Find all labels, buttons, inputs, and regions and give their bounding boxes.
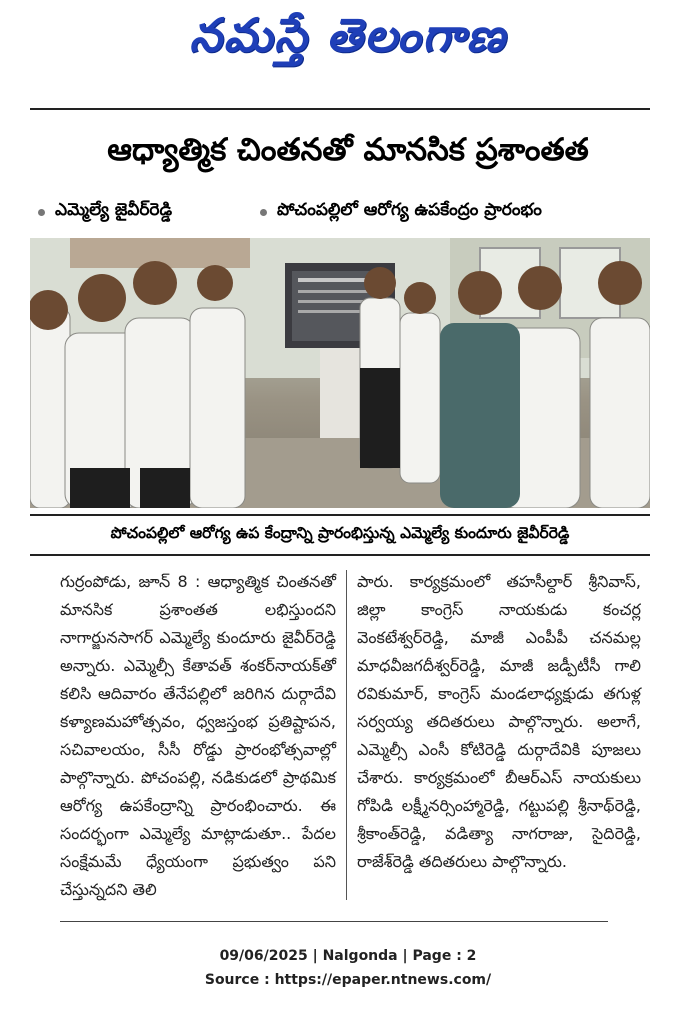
subhead-item — [260, 200, 542, 224]
article-column-left: గుర్రంపోడు, జూన్ 8 : ఆధ్యాత్మిక చింతనతో మానసిక ప్రశాంతత లభిస్తుందని నాగార్జునసాగర్ ఎమ్మెల్యే కుందూరు జైవీర్‌రెడ్డి అన్నారు. ఎమ్మెల్సీ కేతావత్ శంకర్‌నాయక్‌తో కలిసి ఆదివారం తేనేపల్లిలో జరిగిన దుర్గాదేవి కళ్యాణమహోత్సవం, ధ్వజస్తంభ ప్రతిష్టాపన, సచివాలయం, సీసీ రోడ్డు ప్రారంభోత్సవాల్లో పాల్గొన్నారు. పోచంపల్లి, నడికుడలో ప్రాథమిక ఆరోగ్య ఉపకేంద్రాన్ని ప్రారంభించారు. ఈ సందర్భంగా ఎమ్మెల్యే మాట్లాడుతూ.. పేదల సంక్షేమమే ధ్యేయంగా ప్రభుత్వం పని చేస్తున్నదని తెలి — [60, 572, 336, 899]
photo-illustration — [30, 238, 650, 508]
bottom-rule — [60, 921, 608, 922]
article-photo — [30, 238, 650, 508]
bullet-icon — [260, 209, 267, 216]
photo-caption: పోచంపల్లిలో ఆరోగ్య ఉప కేంద్రాన్ని ప్రారంభిస్తున్న ఎమ్మెల్యే కుందూరు జైవీర్‌రెడ్డి — [30, 514, 650, 556]
top-rule — [30, 108, 650, 110]
article-headline: ఆధ్యాత్మిక చింతనతో మానసిక ప్రశాంతత — [107, 132, 589, 168]
article-subheads — [38, 200, 646, 230]
footer-date-line: 09/06/2025 | Nalgonda | Page : 2 — [219, 948, 477, 964]
subhead-text: ఎమ్మెల్యే జైవీర్‌రెడ్డి — [55, 200, 173, 220]
subhead-item — [38, 200, 172, 224]
column-divider — [346, 570, 347, 900]
masthead-title: నమస్తే తెలంగాణ — [189, 8, 507, 62]
subhead-text: పోచంపల్లిలో ఆరోగ్య ఉపకేంద్రం ప్రారంభం — [277, 200, 542, 220]
article-column-right: పారు. కార్యక్రమంలో తహసీల్దార్ శ్రీనివాస్, జిల్లా కాంగ్రెస్ నాయకుడు కంచర్ల వెంకటేశ్వర్‌రెడ్డి, మాజీ ఎంపీపీ చనమల్ల మాధవీజగదీశ్వర్‌రెడ్డి, మాజీ జడ్పీటీసీ గాలి రవికుమార్, కాంగ్రెస్ మండలాధ్యక్షుడు తగుళ్ల సర్వయ్య తదితరులు పాల్గొన్నారు. అలాగే, ఎమ్మెల్సీ ఎంసీ కోటిరెడ్డి దుర్గాదేవికి పూజలు చేశారు. కార్యక్రమంలో బీఆర్‌ఎస్ నాయకులు గోపిడి లక్ష్మీనర్సింహ్మారెడ్డి, గట్టుపల్లి శ్రీనాథ్‌రెడ్డి, శ్రీకాంత్‌రెడ్డి, వడిత్యా నాగరాజు, సైదిరెడ్డి, రాజేశ్‌రెడ్డి తదితరులు పాల్గొన్నారు. — [357, 572, 641, 871]
footer-source-line: Source : https://epaper.ntnews.com/ — [204, 972, 492, 988]
bullet-icon — [38, 209, 45, 216]
